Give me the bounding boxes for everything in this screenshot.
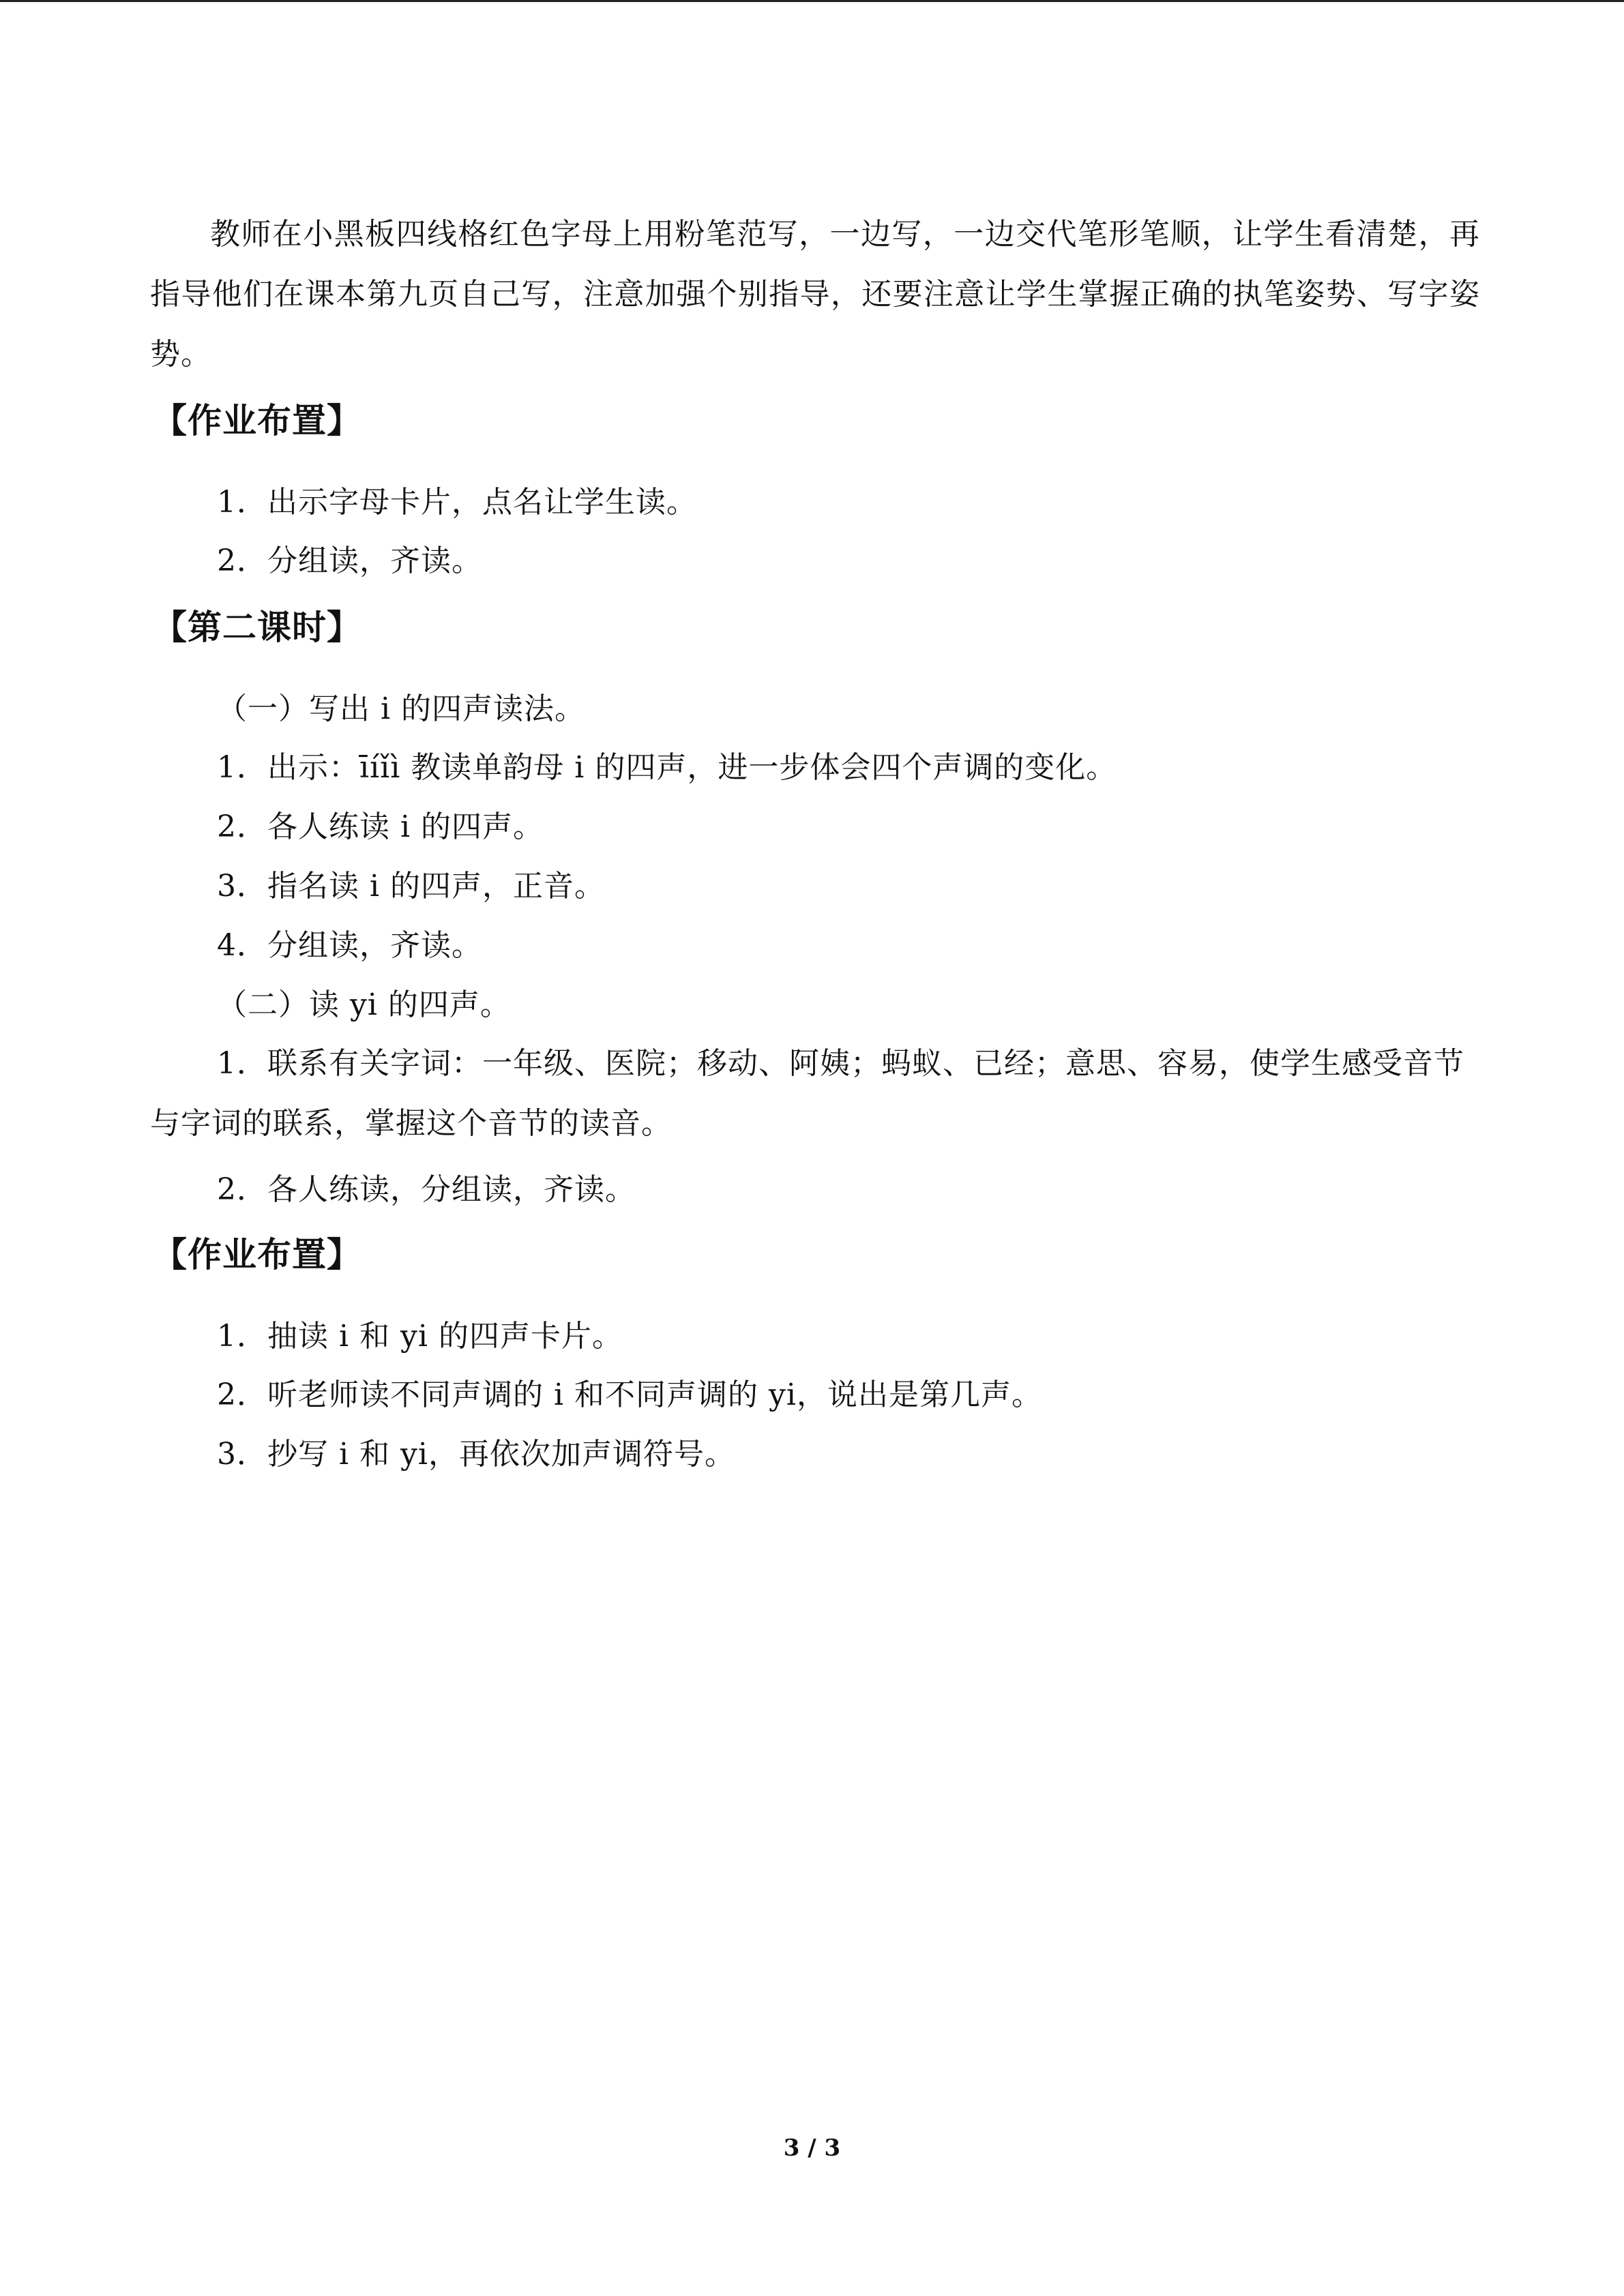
section-heading-second-lesson: 【第二课时】	[153, 608, 361, 647]
list-item: 1．出示：īíǐì 教读单韵母 i 的四声，进一步体会四个声调的变化。	[217, 750, 1117, 785]
list-item: 2．听老师读不同声调的 i 和不同声调的 yi，说出是第几声。	[217, 1377, 1042, 1412]
subsection-title: （一）写出 i 的四声读法。	[217, 691, 586, 726]
list-item: 2．各人练读，分组读，齐读。	[217, 1172, 636, 1207]
list-item: 2．各人练读 i 的四声。	[217, 809, 544, 844]
list-item: 4．分组读，齐读。	[217, 928, 482, 963]
list-item: 2．分组读，齐读。	[217, 543, 482, 578]
list-item: 1．联系有关字词：一年级、医院；移动、阿姨；蚂蚁、已经；意思、容易，使学生感受音节与字词的联系，掌握这个音节的读音。	[150, 1046, 1464, 1141]
section-heading-homework-1: 【作业布置】	[153, 401, 361, 441]
list-item: 3．指名读 i 的四声，正音。	[217, 869, 606, 904]
section-heading-homework-2: 【作业布置】	[153, 1235, 361, 1274]
list-item: 3．抄写 i 和 yi，再依次加声调符号。	[217, 1437, 735, 1472]
list-item: 1．出示字母卡片，点名让学生读。	[217, 485, 697, 520]
subsection-title: （二）读 yi 的四声。	[217, 987, 511, 1022]
intro-paragraph: 教师在小黑板四线格红色字母上用粉笔范写，一边写，一边交代笔形笔顺，让学生看清楚，再指导他们在课本第九页自己写，注意加强个别指导，还要注意让学生掌握正确的执笔姿势、写字姿势。	[150, 217, 1480, 372]
list-item: 1．抽读 i 和 yi 的四声卡片。	[217, 1319, 623, 1354]
page-number: 3 / 3	[783, 2134, 841, 2162]
